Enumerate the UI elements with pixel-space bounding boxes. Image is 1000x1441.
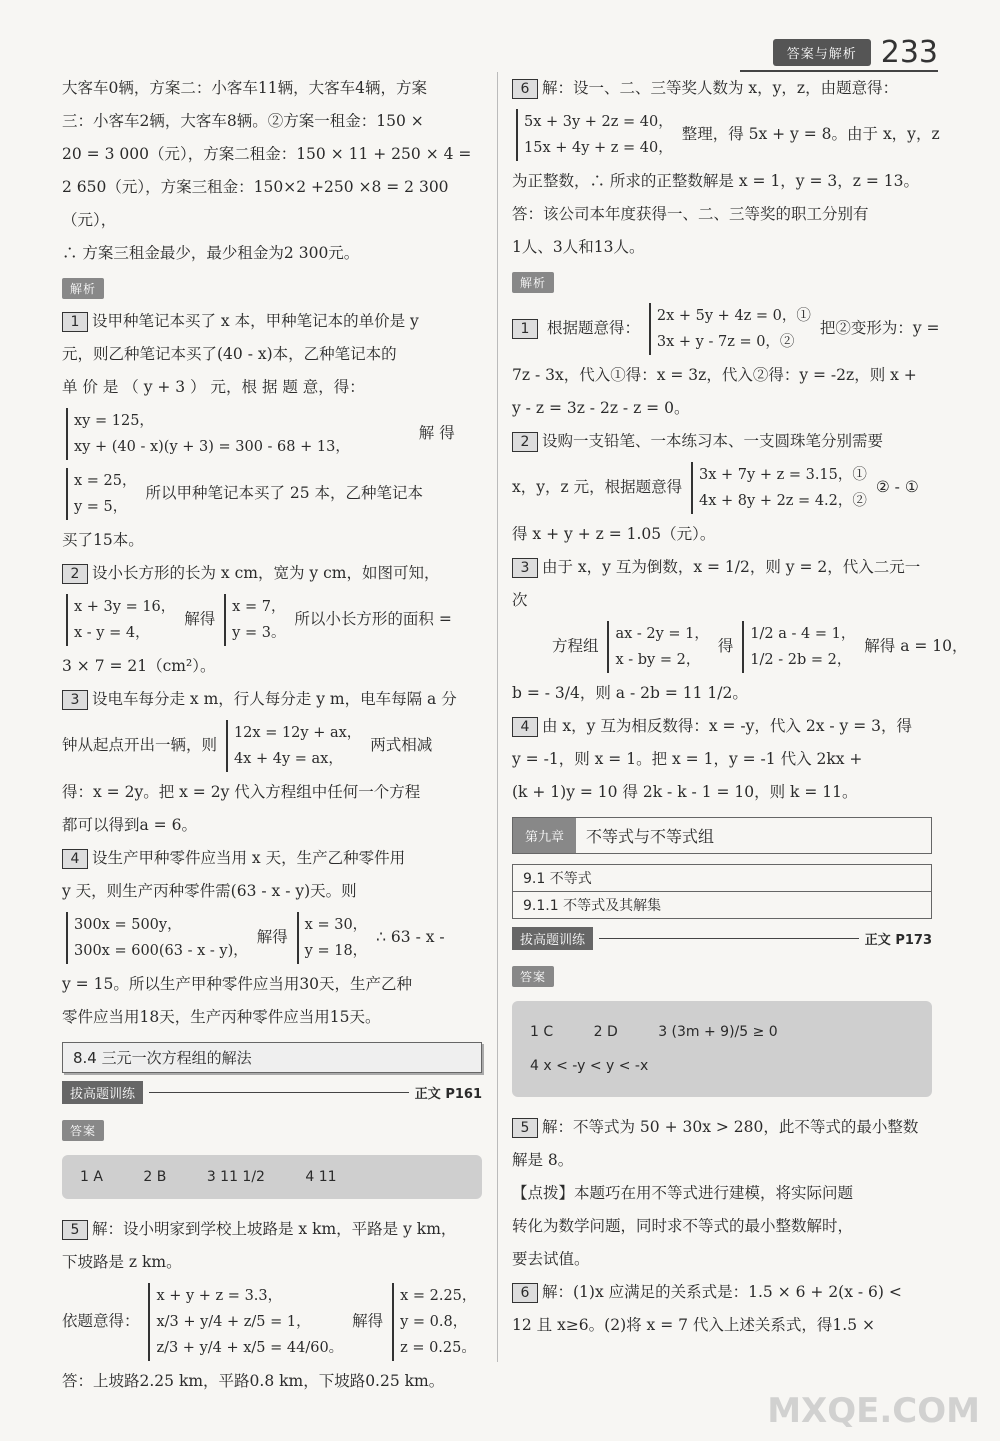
equation-system: x = 2.25， y = 0.8， z = 0.25。	[392, 1283, 476, 1361]
q4-text: y = 15。所以生产甲种零件应当用30天，生产乙种	[62, 975, 413, 993]
section-heading: 8.4 三元一次方程组的解法	[62, 1042, 482, 1073]
equation-system: x + 3y = 16， x - y = 4，	[66, 594, 175, 646]
equation-system: x + y + z = 3.3， x/3 + y/4 + z/5 = 1， z/3 + y/4 + x/5 = 44/60。	[148, 1283, 343, 1361]
q6-text: 6 解：设一、二、三等奖人数为 x，y，z，由题意得：	[512, 72, 932, 105]
equation-system: 2x + 5y + 4z = 0，① 3x + y - 7z = 0，②	[649, 303, 811, 355]
question-number: 2	[512, 432, 538, 452]
q5-text: 下坡路是 z km。	[62, 1253, 182, 1271]
watermark: MXQE.COM	[767, 1391, 980, 1431]
answer-item: 2 B	[143, 1169, 167, 1185]
equation-system: xy = 125， xy + (40 - x)(y + 3) = 300 - 68 + 13，	[66, 408, 350, 460]
equation-system: x = 30， y = 18，	[297, 912, 368, 964]
r2-system-row: x，y，z 元，根据题意得 3x + 7y + z = 3.15，① 4x + 8y + 2z = 4.2，② ② - ①	[512, 458, 932, 518]
q6-text: 为正整数，∴ 所求的正整数解是 x = 1，y = 3，z = 13。	[512, 172, 919, 190]
r3-text: b = - 3/4，则 a - 2b = 11 1/2。	[512, 684, 748, 702]
question-number: 3	[512, 558, 538, 578]
q6-system-row: 5x + 3y + 2z = 40， 15x + 4y + z = 40， 整理，得 5x + y = 8。由于 x，y，z	[512, 105, 932, 165]
answer-item: 4 11	[305, 1169, 337, 1185]
q6-text: 答：该公司本年度获得一、二、三等奖的职工分别有	[512, 205, 869, 223]
q3-system-row: 钟从起点开出一辆，则 12x = 12y + ax， 4x + 4y = ax， 两式相减	[62, 716, 482, 776]
subsection-heading: 9.1.1 不等式及其解集	[523, 898, 662, 914]
chapter-title: 不等式与不等式组	[586, 827, 715, 846]
q4-text: 4 设生产甲种零件应当用 x 天，生产乙种零件用	[62, 842, 482, 875]
section-label: 答案与解析	[773, 39, 871, 66]
equation-system: 5x + 3y + 2z = 40， 15x + 4y + z = 40，	[516, 109, 673, 161]
q1-result-row: x = 25， y = 5， 所以甲种笔记本买了 25 本，乙种笔记本	[62, 464, 482, 524]
q2-text: 3 × 7 = 21（cm²）。	[62, 657, 216, 675]
section-heading: 9.1 不等式	[513, 865, 931, 892]
q1-text: 单 价 是 （ y + 3 ） 元，根 据 题 意，得：	[62, 378, 365, 396]
answer-item: 1 C	[530, 1024, 554, 1040]
r3-text: 3 由于 x，y 互为倒数，x = 1/2，则 y = 2，代入二元一次	[512, 558, 921, 609]
q6b-text: 6 解：(1)x 应满足的关系式是：1.5 × 6 + 2(x - 6) <	[512, 1276, 932, 1309]
r1-system-row: 1 根据题意得： 2x + 5y + 4z = 0，① 3x + y - 7z = 0，② 把②变形为：y =	[512, 299, 932, 359]
training-header	[512, 927, 932, 950]
q3-text: 3 设电车每分走 x m，行人每分走 y m，电车每隔 a 分	[62, 683, 482, 716]
training-header	[62, 1081, 482, 1104]
q3-text: 得：x = 2y。把 x = 2y 代入方程组中任何一个方程	[62, 783, 421, 801]
training-rule	[599, 938, 859, 939]
chapter-label: 第九章	[513, 818, 576, 853]
answer-item: 4 x < -y < y < -x	[530, 1058, 649, 1074]
question-number: 5	[62, 1220, 88, 1240]
q5-text: 答：上坡路2.25 km，平路0.8 km，下坡路0.25 km。	[62, 1372, 445, 1390]
q5b-text: 5 解：不等式为 50 + 30x > 280，此不等式的最小整数	[512, 1111, 932, 1144]
equation-system: 12x = 12y + ax， 4x + 4y = ax，	[226, 720, 361, 772]
page-header	[773, 35, 938, 69]
r3-system-row: 方程组 ax - 2y = 1， x - by = 2， 得 1/2 a - 4 = 1， 1/2 - 2b = 2， 解得 a = 10，	[552, 617, 932, 677]
answer-item: 3 11 1/2	[206, 1169, 265, 1185]
question-number: 3	[62, 690, 88, 710]
training-label: 拔高题训练	[512, 927, 593, 950]
r1-text: y - z = 3z - 2z - z = 0。	[512, 399, 690, 417]
q4-text: 零件应当用18天，生产丙种零件应当用15天。	[62, 1008, 381, 1026]
q2-system-row: x + 3y = 16， x - y = 4， 解得 x = 7， y = 3。 所以小长方形的面积 =	[62, 590, 482, 650]
equation-system: x = 25， y = 5，	[66, 468, 137, 520]
intro-line: 大客车0辆，方案二：小客车11辆，大客车4辆，方案	[62, 79, 427, 97]
equation-system: 3x + 7y + z = 3.15，① 4x + 8y + 2z = 4.2，②	[691, 462, 867, 514]
r4-text: (k + 1)y = 10 得 2k - k - 1 = 10，则 k = 11。	[512, 783, 858, 801]
training-label: 拔高题训练	[62, 1081, 143, 1104]
question-number: 6	[512, 1283, 538, 1303]
answer-item: 3 (3m + 9)/5 ≥ 0	[658, 1024, 778, 1040]
intro-line: 三：小客车2辆，大客车8辆。②方案一租金：150 ×	[62, 112, 424, 130]
page-number: 233	[880, 34, 938, 70]
analysis-tag: 解析	[512, 272, 554, 293]
answer-tag: 答案	[512, 966, 554, 987]
q1-text: 1 设甲种笔记本买了 x 本，甲种笔记本的单价是 y	[62, 305, 482, 338]
r4-text: 4 由 x，y 互为相反数得：x = -y，代入 2x - y = 3，得	[512, 710, 932, 743]
q1-text: 买了15本。	[62, 531, 144, 549]
q4-text: y 天，则生产丙种零件需(63 - x - y)天。则	[62, 882, 357, 900]
q5b-text: 解是 8。	[512, 1151, 574, 1169]
r2-text: 2 设购一支铅笔、一本练习本、一支圆珠笔分别需要	[512, 425, 932, 458]
intro-line: 20 = 3 000（元），方案二租金：150 × 11 + 250 × 4 =	[62, 145, 472, 163]
equation-system: ax - 2y = 1， x - by = 2，	[607, 621, 708, 673]
question-number: 5	[512, 1118, 538, 1138]
answer-box	[62, 1155, 482, 1199]
column-divider	[497, 72, 498, 1362]
question-number: 6	[512, 79, 538, 99]
q5-text: 5 解：设小明家到学校上坡路是 x km，平路是 y km，	[62, 1213, 482, 1246]
r4-text: y = -1，则 x = 1。把 x = 1，y = -1 代入 2kx +	[512, 750, 863, 768]
left-column	[62, 72, 482, 1398]
equation-system: 300x = 500y， 300x = 600(63 - x - y)，	[66, 912, 248, 964]
question-number: 2	[62, 564, 88, 584]
page-reference: 正文 P161	[414, 1087, 482, 1102]
answer-tag: 答案	[62, 1120, 104, 1141]
q5-system-row: 依题意得： x + y + z = 3.3， x/3 + y/4 + z/5 = 1， z/3 + y/4 + x/5 = 44/60。 解得 x = 2.25， y = 0.8， z = 0.25。	[62, 1279, 482, 1365]
r1-text: 7z - 3x，代入①得：x = 3z，代入②得：y = -2z，则 x +	[512, 366, 917, 384]
equation-system: x = 7， y = 3。	[224, 594, 285, 646]
right-column	[512, 72, 968, 1342]
subsection-box	[512, 864, 932, 919]
analysis-tag: 解析	[62, 278, 104, 299]
question-number: 1	[512, 319, 538, 339]
page-reference: 正文 P173	[864, 933, 932, 948]
q6-text: 1人、3人和13人。	[512, 238, 645, 256]
chapter-heading	[512, 817, 932, 854]
question-number: 4	[512, 717, 538, 737]
r2-text: 得 x + y + z = 1.05（元）。	[512, 525, 716, 543]
answer-box	[512, 1001, 932, 1097]
answer-item: 1 A	[80, 1169, 103, 1185]
q1-system-row: xy = 125， xy + (40 - x)(y + 3) = 300 - 68 + 13， 解 得	[62, 404, 482, 464]
answer-item: 2 D	[593, 1024, 618, 1040]
tip-text: 转化为数学问题，同时求不等式的最小整数解时，	[512, 1217, 854, 1235]
intro-line: ∴ 方案三租金最少，最少租金为2 300元。	[62, 244, 360, 262]
intro-line: 2 650（元），方案三租金：150×2 +250 ×8 = 2 300（元），	[62, 178, 449, 229]
question-number: 1	[62, 312, 88, 332]
q6b-text: 12 且 x≥6。(2)将 x = 7 代入上述关系式，得1.5 ×	[512, 1316, 875, 1334]
equation-system: 1/2 a - 4 = 1， 1/2 - 2b = 2，	[742, 621, 855, 673]
question-number: 4	[62, 849, 88, 869]
tip-text: 【点拨】本题巧在用不等式进行建模，将实际问题	[512, 1184, 854, 1202]
q1-text: 元，则乙种笔记本买了(40 - x)本，乙种笔记本的	[62, 345, 397, 363]
q2-text: 2 设小长方形的长为 x cm，宽为 y cm，如图可知，	[62, 557, 482, 590]
training-rule	[149, 1092, 409, 1093]
tip-text: 要去试值。	[512, 1250, 590, 1268]
q4-system-row: 300x = 500y， 300x = 600(63 - x - y)， 解得 x = 30， y = 18， ∴ 63 - x -	[62, 908, 482, 968]
q3-text: 都可以得到a = 6。	[62, 816, 197, 834]
